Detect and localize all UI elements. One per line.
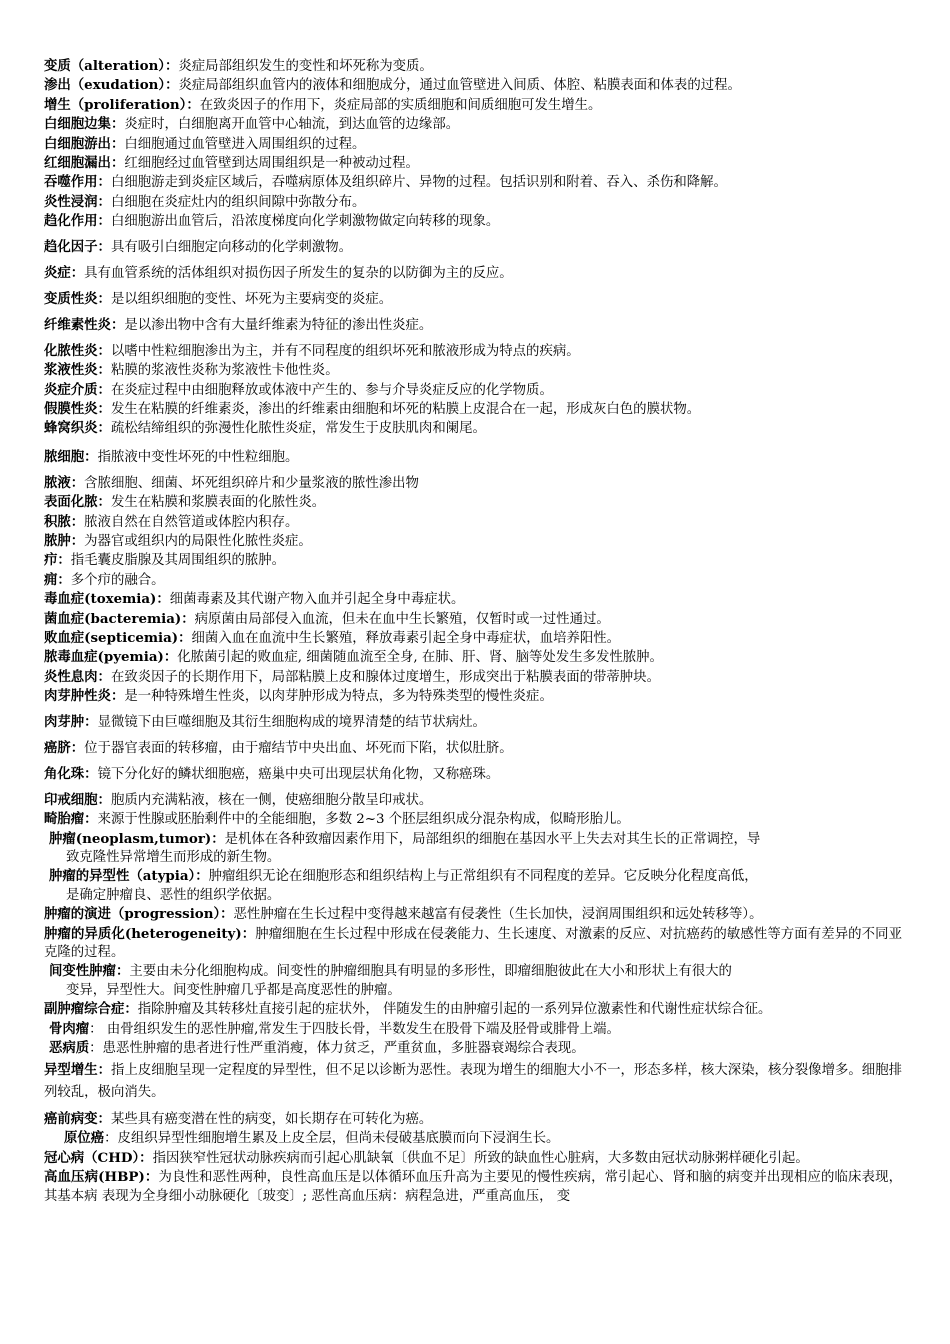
definition-entry xyxy=(44,791,902,810)
term: 骨肉瘤 xyxy=(49,1020,90,1037)
term: 积脓： xyxy=(44,513,85,530)
term: 炎性浸润： xyxy=(44,193,111,210)
term: 恶病质 xyxy=(49,1040,90,1057)
term: 白细胞游出： xyxy=(44,135,125,152)
definition: 具有吸引白细胞定向移动的化学刺激物。 xyxy=(110,240,352,256)
definition-entry xyxy=(44,590,902,609)
term: 化脓性炎： xyxy=(44,342,111,359)
definition: ：患恶性肿瘤的患者进行性严重消瘦，体力贫乏，严重贫血，多脏器衰竭综合表现。 xyxy=(89,1041,585,1057)
definition-entry xyxy=(44,925,902,963)
definition-entry xyxy=(44,1129,902,1148)
definition: 白细胞游出血管后，沿浓度梯度向化学刺激物做定向转移的现象。 xyxy=(110,214,500,230)
definition: 为良性和恶性两种，良性高血压是以体循环血压升高为主要见的慢性疾病，常引起心、肾和脑的病变并出现相应的临床表现，其基本病 表现为全身细小动脉硬化〔玻变〕; 恶性高血压病：病程急进，严重高血压， 变 xyxy=(44,1170,902,1204)
term: 副肿瘤综合症： xyxy=(44,1001,138,1018)
term: 增生（proliferation）： xyxy=(44,96,200,113)
term: 表面化脓： xyxy=(44,494,111,511)
term: 红细胞漏出： xyxy=(44,155,125,172)
definition-entry xyxy=(44,1059,902,1104)
term: 趋化作用： xyxy=(44,213,111,230)
definition: 是以渗出物中含有大量纤维素为特征的渗出性炎症。 xyxy=(124,317,433,333)
definition: 胞质内充满粘液，核在一侧，使癌细胞分散呈印戒状。 xyxy=(110,792,433,808)
term: 毒血症(toxemia)： xyxy=(44,591,170,608)
definition-entry xyxy=(44,290,902,309)
definition: 白细胞通过血管壁进入周围组织的过程。 xyxy=(124,136,366,152)
definition: 来源于性腺或胚胎剩件中的全能细胞，多数 2~3 个胚层组织成分混杂构成，似畸形胎儿。 xyxy=(97,812,630,828)
definition-entry xyxy=(44,1000,902,1019)
term: 炎症： xyxy=(44,265,85,282)
definition-entry xyxy=(44,668,902,687)
definition-entry xyxy=(44,1168,902,1206)
definition: 炎症局部组织发生的变性和坏死称为变质。 xyxy=(178,59,433,74)
term: 畸胎瘤： xyxy=(44,811,98,828)
term: 癌脐： xyxy=(44,740,85,756)
definition-entry xyxy=(44,905,902,924)
definition-entry xyxy=(44,193,902,212)
term: 肿瘤的演进（progression）： xyxy=(44,906,234,923)
term: 菌血症(bacteremia)： xyxy=(44,610,195,627)
definition-entry xyxy=(44,765,902,784)
definition-entry xyxy=(44,448,902,467)
definition: 指脓液中变性坏死的中性粒细胞。 xyxy=(97,449,299,465)
definition: 显微镜下由巨噬细胞及其衍生细胞构成的境界清楚的结节状病灶。 xyxy=(97,715,486,731)
definition-continued: 致克隆性异常增生而形成的新生物。 xyxy=(66,850,281,866)
definition-entry xyxy=(44,571,902,590)
term: 异型增生： xyxy=(44,1061,112,1078)
term: 脓液： xyxy=(44,474,85,491)
term: 脓毒血症(pyemia)： xyxy=(44,649,178,666)
definition-entry xyxy=(44,830,902,868)
definition: 红细胞经过血管壁到达周围组织是一种被动过程。 xyxy=(124,156,419,172)
definition: 疏松结缔组织的弥漫性化脓性炎症，常发生于皮肤肌肉和阑尾。 xyxy=(110,421,486,437)
definition-entry xyxy=(44,342,902,361)
definition-entry xyxy=(44,687,902,706)
definition: 肿瘤组织无论在细胞形态和组织结构上与正常组织有不同程度的差异。它反映分化程度高低， xyxy=(208,869,758,885)
definition: 是一种特殊增生性炎，以肉芽肿形成为特点，多为特殊类型的慢性炎症。 xyxy=(124,689,553,705)
term: 脓肿： xyxy=(44,532,85,549)
definition-entry xyxy=(44,361,902,380)
term: 纤维素性炎： xyxy=(44,316,125,333)
term: 原位癌 xyxy=(64,1130,105,1147)
definition: 具有血管系统的活体组织对损伤因子所发生的复杂的以防御为主的反应。 xyxy=(84,266,513,282)
definition: 是以组织细胞的变性、坏死为主要病变的炎症。 xyxy=(110,291,393,307)
definition: 粘膜的浆液性炎称为浆液性卡他性炎。 xyxy=(110,363,339,379)
term: 变质性炎： xyxy=(44,290,111,307)
definition-entry xyxy=(44,513,902,532)
definition: 指毛囊皮脂腺及其周围组织的脓肿。 xyxy=(70,553,286,569)
definition-entry xyxy=(44,212,902,231)
definition: 主要由未分化细胞构成。间变性的肿瘤细胞具有明显的多形性，即瘤细胞彼此在大小和形状上有很大的 xyxy=(129,964,732,980)
definition: 白细胞在炎症灶内的组织间隙中弥散分布。 xyxy=(110,194,366,210)
definition-entry xyxy=(44,1039,902,1058)
term: 炎症介质： xyxy=(44,381,111,398)
definition: 指除肿瘤及其转移灶直接引起的症状外， 伴随发生的由肿瘤引起的一系列异位激素性和代谢性症状综合征。 xyxy=(137,1002,772,1018)
definition: 在致炎因子的长期作用下，局部粘膜上皮和腺体过度增生，形成突出于粘膜表面的带蒂肿块。 xyxy=(110,669,660,685)
definition-entry xyxy=(44,551,902,570)
definition: 发生在粘膜的纤维素炎，渗出的纤维素由细胞和坏死的粘膜上皮混合在一起，形成灰白色的膜状物。 xyxy=(110,402,701,417)
definition-entry xyxy=(44,135,902,154)
definition: 肿瘤细胞在生长过程中形成在侵袭能力、生长速度、对激素的反应、对抗癌药的敏感性等方面有差异的不同亚克隆的过程。 xyxy=(44,926,902,961)
term: 间变性肿瘤： xyxy=(49,963,130,980)
definition-continued: 是确定肿瘤良、恶性的组织学依据。 xyxy=(66,887,281,903)
definition-entry xyxy=(44,57,902,76)
term: 肿瘤的异质化(heterogeneity)： xyxy=(44,925,256,942)
definition: 脓液自然在自然管道或体腔内积存。 xyxy=(84,514,299,530)
term: 脓细胞： xyxy=(44,448,98,465)
definition: 某些具有癌变潜在性的病变，如长期存在可转化为癌。 xyxy=(110,1112,433,1127)
term: 冠心病（CHD）： xyxy=(44,1149,153,1166)
term: 浆液性炎： xyxy=(44,362,111,379)
term: 炎性息肉： xyxy=(44,668,111,685)
definition: 为器官或组织内的局限性化脓性炎症。 xyxy=(84,533,312,549)
definition: 恶性肿瘤在生长过程中变得越来越富有侵袭性（生长加快，浸润周围组织和远处转移等）。 xyxy=(233,907,763,923)
definition-entry xyxy=(44,1020,902,1039)
definition-entry xyxy=(44,867,902,905)
definition-entry xyxy=(44,474,902,493)
definition: 镜下分化好的鳞状细胞癌，癌巢中央可出现层状角化物，又称癌珠。 xyxy=(97,766,500,782)
term: 吞噬作用： xyxy=(44,174,111,191)
term: 角化珠： xyxy=(44,765,98,782)
term: 白细胞边集： xyxy=(44,116,125,133)
definition: 炎症局部组织血管内的液体和细胞成分，通过血管壁进入间质、体腔、粘膜表面和体表的过程。 xyxy=(178,78,741,94)
definition: 细菌毒素及其代谢产物入血并引起全身中毒症状。 xyxy=(169,592,465,608)
definition: 化脓菌引起的败血症, 细菌随血流至全身, 在肺、肝、肾、脑等处发生多发性脓肿。 xyxy=(177,650,663,666)
definition-entry xyxy=(44,381,902,400)
definition: 炎症时，白细胞离开血管中心轴流，到达血管的边缘部。 xyxy=(124,117,460,133)
definition: ： 由骨组织发生的恶性肿瘤,常发生于四肢长骨，半数发生在股骨下端及胫骨或腓骨上端。 xyxy=(89,1021,620,1037)
definition-entry xyxy=(44,810,902,829)
definition: 是机体在各种致瘤因素作用下，局部组织的细胞在基因水平上失去对其生长的正常调控，导 xyxy=(224,831,761,847)
definition-entry xyxy=(44,610,902,629)
definition: 白细胞游走到炎症区域后，吞噬病原体及组织碎片、异物的过程。包括识别和附着、吞入、杀伤和降解。 xyxy=(110,175,727,191)
term: 败血症(septicemia)： xyxy=(44,629,192,646)
term: 渗出（exudation）： xyxy=(44,77,179,94)
definition: 在致炎因子的作用下，炎症局部的实质细胞和间质细胞可发生增生。 xyxy=(199,97,602,113)
definition-continued: 变异，异型性大。间变性肿瘤几乎都是高度恶性的肿瘤。 xyxy=(66,982,401,998)
definition: 病原菌由局部侵入血流，但未在血中生长繁殖，仅暂时或一过性通过。 xyxy=(194,611,610,627)
definition-entry xyxy=(44,629,902,648)
term: 蜂窝织炎： xyxy=(44,420,111,437)
definition: 细菌入血在血流中生长繁殖，释放毒素引起全身中毒症状，血培养阳性。 xyxy=(191,630,621,646)
definition-entry xyxy=(44,316,902,335)
definition-entry xyxy=(44,154,902,173)
term: 变质（alteration）： xyxy=(44,58,179,74)
definition-entry xyxy=(44,962,902,1000)
definition-entry xyxy=(44,115,902,134)
definition: 位于器官表面的转移瘤，由于瘤结节中央出血、坏死而下陷，状似肚脐。 xyxy=(84,741,513,756)
definition: 发生在粘膜和浆膜表面的化脓性炎。 xyxy=(110,495,326,511)
term: 肿瘤的异型性（atypia）： xyxy=(49,868,209,885)
definition-entry xyxy=(44,238,902,257)
definition: 多个疖的融合。 xyxy=(70,572,165,588)
definition: 在炎症过程中由细胞释放或体液中产生的、参与介导炎症反应的化学物质。 xyxy=(110,382,553,398)
term: 高血压病(HBP)： xyxy=(44,1169,159,1186)
definition-entry xyxy=(44,493,902,512)
term: 肉芽肿： xyxy=(44,714,98,731)
definition-entry xyxy=(44,96,902,115)
definition-entry xyxy=(44,1149,902,1168)
term: 痈： xyxy=(44,571,71,588)
term: 疖： xyxy=(44,552,71,569)
term: 印戒细胞： xyxy=(44,791,111,808)
definition-entry xyxy=(44,739,902,758)
term: 假膜性炎： xyxy=(44,401,111,417)
definition-entry xyxy=(44,76,902,95)
definition: ：皮组织异型性细胞增生累及上皮全层，但尚未侵破基底膜而向下浸润生长。 xyxy=(104,1131,560,1147)
term: 癌前病变： xyxy=(44,1111,111,1127)
definition-entry xyxy=(44,173,902,192)
definition-entry xyxy=(44,713,902,732)
definition-entry xyxy=(44,419,902,438)
definition: 含脓细胞、细菌、坏死组织碎片和少量浆液的脓性渗出物 xyxy=(84,475,419,491)
definition-entry xyxy=(44,648,902,667)
term: 趋化因子： xyxy=(44,239,111,256)
definition-entry xyxy=(44,264,902,283)
definition-entry xyxy=(44,400,902,419)
term: 肿瘤(neoplasm,tumor)： xyxy=(49,830,225,847)
definition-entry xyxy=(44,532,902,551)
definition-entry xyxy=(44,1110,902,1129)
definition: 以嗜中性粒细胞渗出为主，并有不同程度的组织坏死和脓液形成为特点的疾病。 xyxy=(110,343,580,359)
definition: 指上皮细胞呈现一定程度的异型性，但不足以诊断为恶性。表现为增生的细胞大小不一，形态多样，核大深染，核分裂像增多。细胞排列较乱，极向消失。 xyxy=(44,1062,903,1100)
definition: 指因狭窄性冠状动脉疾病而引起心肌缺氧〔供血不足〕所致的缺血性心脏病，大多数由冠状动脉粥样硬化引起。 xyxy=(152,1150,809,1166)
term: 肉芽肿性炎： xyxy=(44,688,125,705)
